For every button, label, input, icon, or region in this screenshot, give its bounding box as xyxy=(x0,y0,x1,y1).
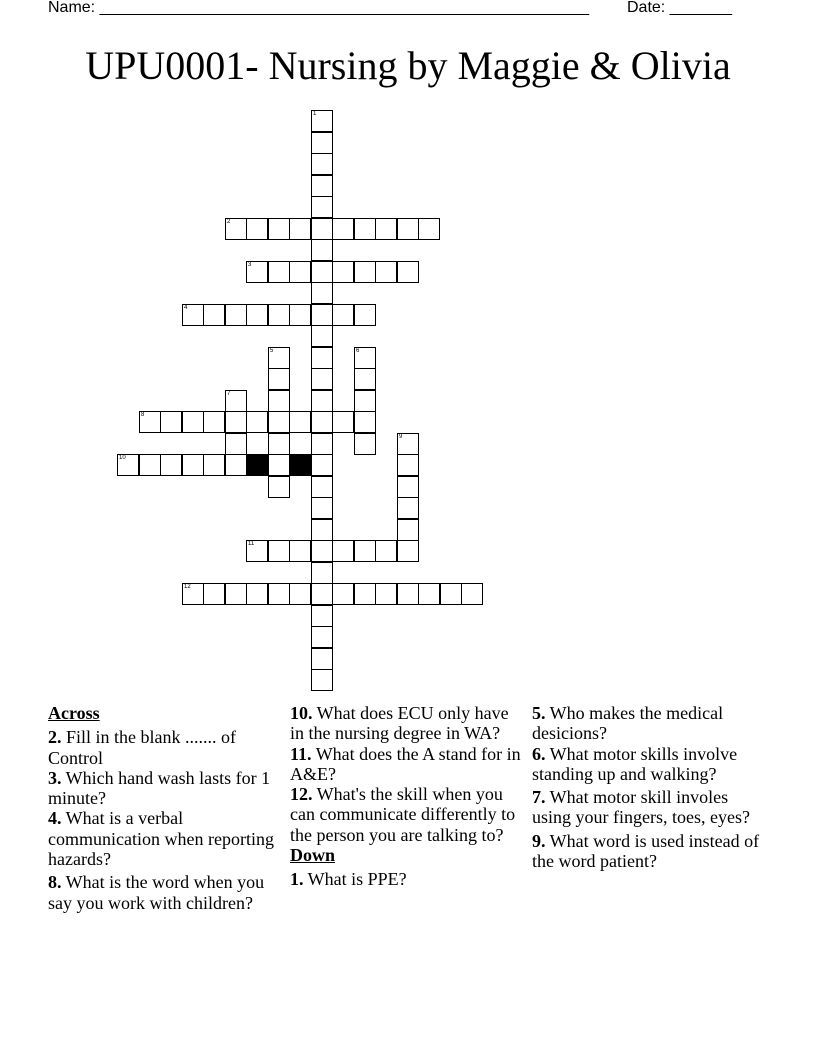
clue-number-1: 1 xyxy=(313,111,317,117)
grid-cell[interactable] xyxy=(311,669,333,691)
clue-down-1: 1. What is PPE? xyxy=(290,869,407,890)
grid-cell[interactable] xyxy=(311,497,333,519)
grid-cell[interactable] xyxy=(311,476,333,498)
clue-number-6: 6 xyxy=(356,348,360,354)
grid-cell[interactable] xyxy=(354,540,376,562)
clues-column-2 xyxy=(290,703,522,890)
grid-cell[interactable] xyxy=(311,175,333,197)
grid-cell[interactable] xyxy=(311,132,333,154)
grid-cell[interactable] xyxy=(354,218,376,240)
down-heading: Down xyxy=(290,845,336,866)
grid-cell[interactable] xyxy=(225,411,247,433)
grid-cell[interactable] xyxy=(311,411,333,433)
clue-number-10: 10 xyxy=(119,455,126,461)
grid-cell[interactable] xyxy=(289,411,311,433)
grid-cell[interactable] xyxy=(246,218,268,240)
grid-cell[interactable] xyxy=(311,347,333,369)
grid-cell[interactable] xyxy=(203,411,225,433)
clue-across-3: 3. Which hand wash lasts for 1 minute? xyxy=(48,767,271,809)
grid-cell[interactable] xyxy=(354,433,376,455)
grid-cell[interactable] xyxy=(397,519,419,541)
grid-cell[interactable] xyxy=(268,411,290,433)
grid-cell[interactable] xyxy=(311,368,333,390)
grid-cell[interactable] xyxy=(268,390,290,412)
date-field: Date: _______ xyxy=(627,0,732,16)
grid-cell[interactable] xyxy=(268,218,290,240)
grid-cell[interactable] xyxy=(332,411,354,433)
grid-cell[interactable] xyxy=(139,411,161,433)
clue-across-10: 10. What does ECU only have in the nursing degree in WA? xyxy=(290,703,509,744)
grid-cell[interactable] xyxy=(311,153,333,175)
grid-cell[interactable] xyxy=(182,411,204,433)
clue-number-2: 2 xyxy=(227,219,231,225)
clue-across-12: 12. What's the skill when you can communicate differently to the person you are talking to? xyxy=(290,784,516,845)
grid-cell[interactable] xyxy=(289,540,311,562)
grid-cell[interactable] xyxy=(246,583,268,605)
clues-column-1 xyxy=(48,703,280,913)
grid-cell[interactable] xyxy=(418,583,440,605)
grid-cell[interactable] xyxy=(397,497,419,519)
grid-cell[interactable] xyxy=(311,304,333,326)
grid-cell[interactable] xyxy=(397,454,419,476)
grid-cell[interactable] xyxy=(354,347,376,369)
grid-cell[interactable] xyxy=(311,583,333,605)
grid-cell[interactable] xyxy=(289,583,311,605)
grid-cell[interactable] xyxy=(268,433,290,455)
clue-number-4: 4 xyxy=(184,305,188,311)
clue-across-4: 4. What is a verbal communication when reporting hazards? xyxy=(48,808,274,870)
grid-cell[interactable] xyxy=(311,605,333,627)
grid-cell[interactable] xyxy=(311,110,333,132)
grid-cell[interactable] xyxy=(397,218,419,240)
grid-cell[interactable] xyxy=(203,583,225,605)
grid-cell[interactable] xyxy=(397,476,419,498)
clue-number-12: 12 xyxy=(184,584,191,590)
page-title: UPU0001- Nursing by Maggie & Olivia xyxy=(85,43,731,88)
grid-cell[interactable] xyxy=(311,519,333,541)
clue-number-3: 3 xyxy=(248,262,252,268)
grid-cell[interactable] xyxy=(418,218,440,240)
clues-column-3 xyxy=(532,703,764,871)
grid-cell[interactable] xyxy=(311,648,333,670)
clue-across-11: 11. What does the A stand for in A&E? xyxy=(290,743,521,784)
grid-cell[interactable] xyxy=(311,454,333,476)
grid-cell[interactable] xyxy=(311,282,333,304)
grid-cell[interactable] xyxy=(311,562,333,584)
grid-cell[interactable] xyxy=(182,304,204,326)
grid-cell[interactable] xyxy=(354,390,376,412)
grid-cell[interactable] xyxy=(332,583,354,605)
grid-cell[interactable] xyxy=(375,540,397,562)
grid-cell[interactable] xyxy=(354,368,376,390)
grid-cell[interactable] xyxy=(139,454,161,476)
grid-cell[interactable] xyxy=(246,411,268,433)
grid-cell[interactable] xyxy=(397,433,419,455)
grid-cell[interactable] xyxy=(246,261,268,283)
clue-number-11: 11 xyxy=(248,541,255,547)
across-heading: Across xyxy=(48,703,100,723)
grid-cell[interactable] xyxy=(354,304,376,326)
grid-cell[interactable] xyxy=(311,239,333,261)
grid-cell[interactable] xyxy=(268,454,290,476)
grid-cell[interactable] xyxy=(246,304,268,326)
grid-cell[interactable] xyxy=(354,261,376,283)
grid-cell[interactable] xyxy=(311,390,333,412)
grid-cell[interactable] xyxy=(311,433,333,455)
grid-cell[interactable] xyxy=(354,583,376,605)
grid-cell[interactable] xyxy=(375,218,397,240)
clue-number-5: 5 xyxy=(270,348,274,354)
grid-cell[interactable] xyxy=(397,261,419,283)
grid-cell[interactable] xyxy=(332,218,354,240)
clue-down-5: 5. Who makes the medical desicions? xyxy=(532,703,724,744)
grid-cell[interactable] xyxy=(203,454,225,476)
clue-number-8: 8 xyxy=(141,412,145,418)
grid-cell[interactable] xyxy=(225,454,247,476)
clue-down-6: 6. What motor skills involve standing up and walking? xyxy=(532,743,738,784)
clue-across-8: 8. What is the word when you say you work with children? xyxy=(48,872,265,913)
grid-cell[interactable] xyxy=(225,583,247,605)
grid-cell[interactable] xyxy=(311,218,333,240)
grid-cell[interactable] xyxy=(268,368,290,390)
grid-cell[interactable] xyxy=(182,583,204,605)
grid-cell[interactable] xyxy=(440,583,462,605)
grid-cell[interactable] xyxy=(375,583,397,605)
clue-number-9: 9 xyxy=(399,434,403,440)
grid-cell[interactable] xyxy=(375,261,397,283)
clue-down-7: 7. What motor skill involes using your fingers, toes, eyes? xyxy=(532,787,750,828)
grid-cell[interactable] xyxy=(203,304,225,326)
grid-cell[interactable] xyxy=(311,626,333,648)
name-field: Name: _______________________________________________________ xyxy=(48,0,589,16)
grid-cell[interactable] xyxy=(268,347,290,369)
black-cell xyxy=(289,454,311,476)
grid-cell[interactable] xyxy=(311,540,333,562)
grid-cell[interactable] xyxy=(332,540,354,562)
grid-cell[interactable] xyxy=(268,476,290,498)
grid-cell[interactable] xyxy=(268,540,290,562)
grid-cell[interactable] xyxy=(332,304,354,326)
grid-cell[interactable] xyxy=(289,261,311,283)
grid-cell[interactable] xyxy=(332,261,354,283)
grid-cell[interactable] xyxy=(461,583,483,605)
grid-cell[interactable] xyxy=(311,261,333,283)
grid-cell[interactable] xyxy=(354,411,376,433)
grid-cell[interactable] xyxy=(397,540,419,562)
grid-cell[interactable] xyxy=(268,304,290,326)
grid-cell[interactable] xyxy=(225,304,247,326)
grid-cell[interactable] xyxy=(268,583,290,605)
grid-cell[interactable] xyxy=(268,261,290,283)
grid-cell[interactable] xyxy=(397,583,419,605)
grid-cell[interactable] xyxy=(246,540,268,562)
grid-cell[interactable] xyxy=(160,454,182,476)
grid-cell[interactable] xyxy=(311,325,333,347)
grid-cell[interactable] xyxy=(289,218,311,240)
clue-down-9: 9. What word is used instead of the word patient? xyxy=(532,830,760,872)
grid-cell[interactable] xyxy=(311,196,333,218)
grid-cell[interactable] xyxy=(182,454,204,476)
clue-across-2: 2. Fill in the blank ....... of Control xyxy=(48,727,236,768)
grid-cell[interactable] xyxy=(160,411,182,433)
grid-cell[interactable] xyxy=(289,304,311,326)
grid-cell[interactable] xyxy=(117,454,139,476)
black-cell xyxy=(246,454,268,476)
grid-cell[interactable] xyxy=(225,218,247,240)
grid-cell[interactable] xyxy=(225,433,247,455)
grid-cell[interactable] xyxy=(225,390,247,412)
clue-number-7: 7 xyxy=(227,391,231,397)
